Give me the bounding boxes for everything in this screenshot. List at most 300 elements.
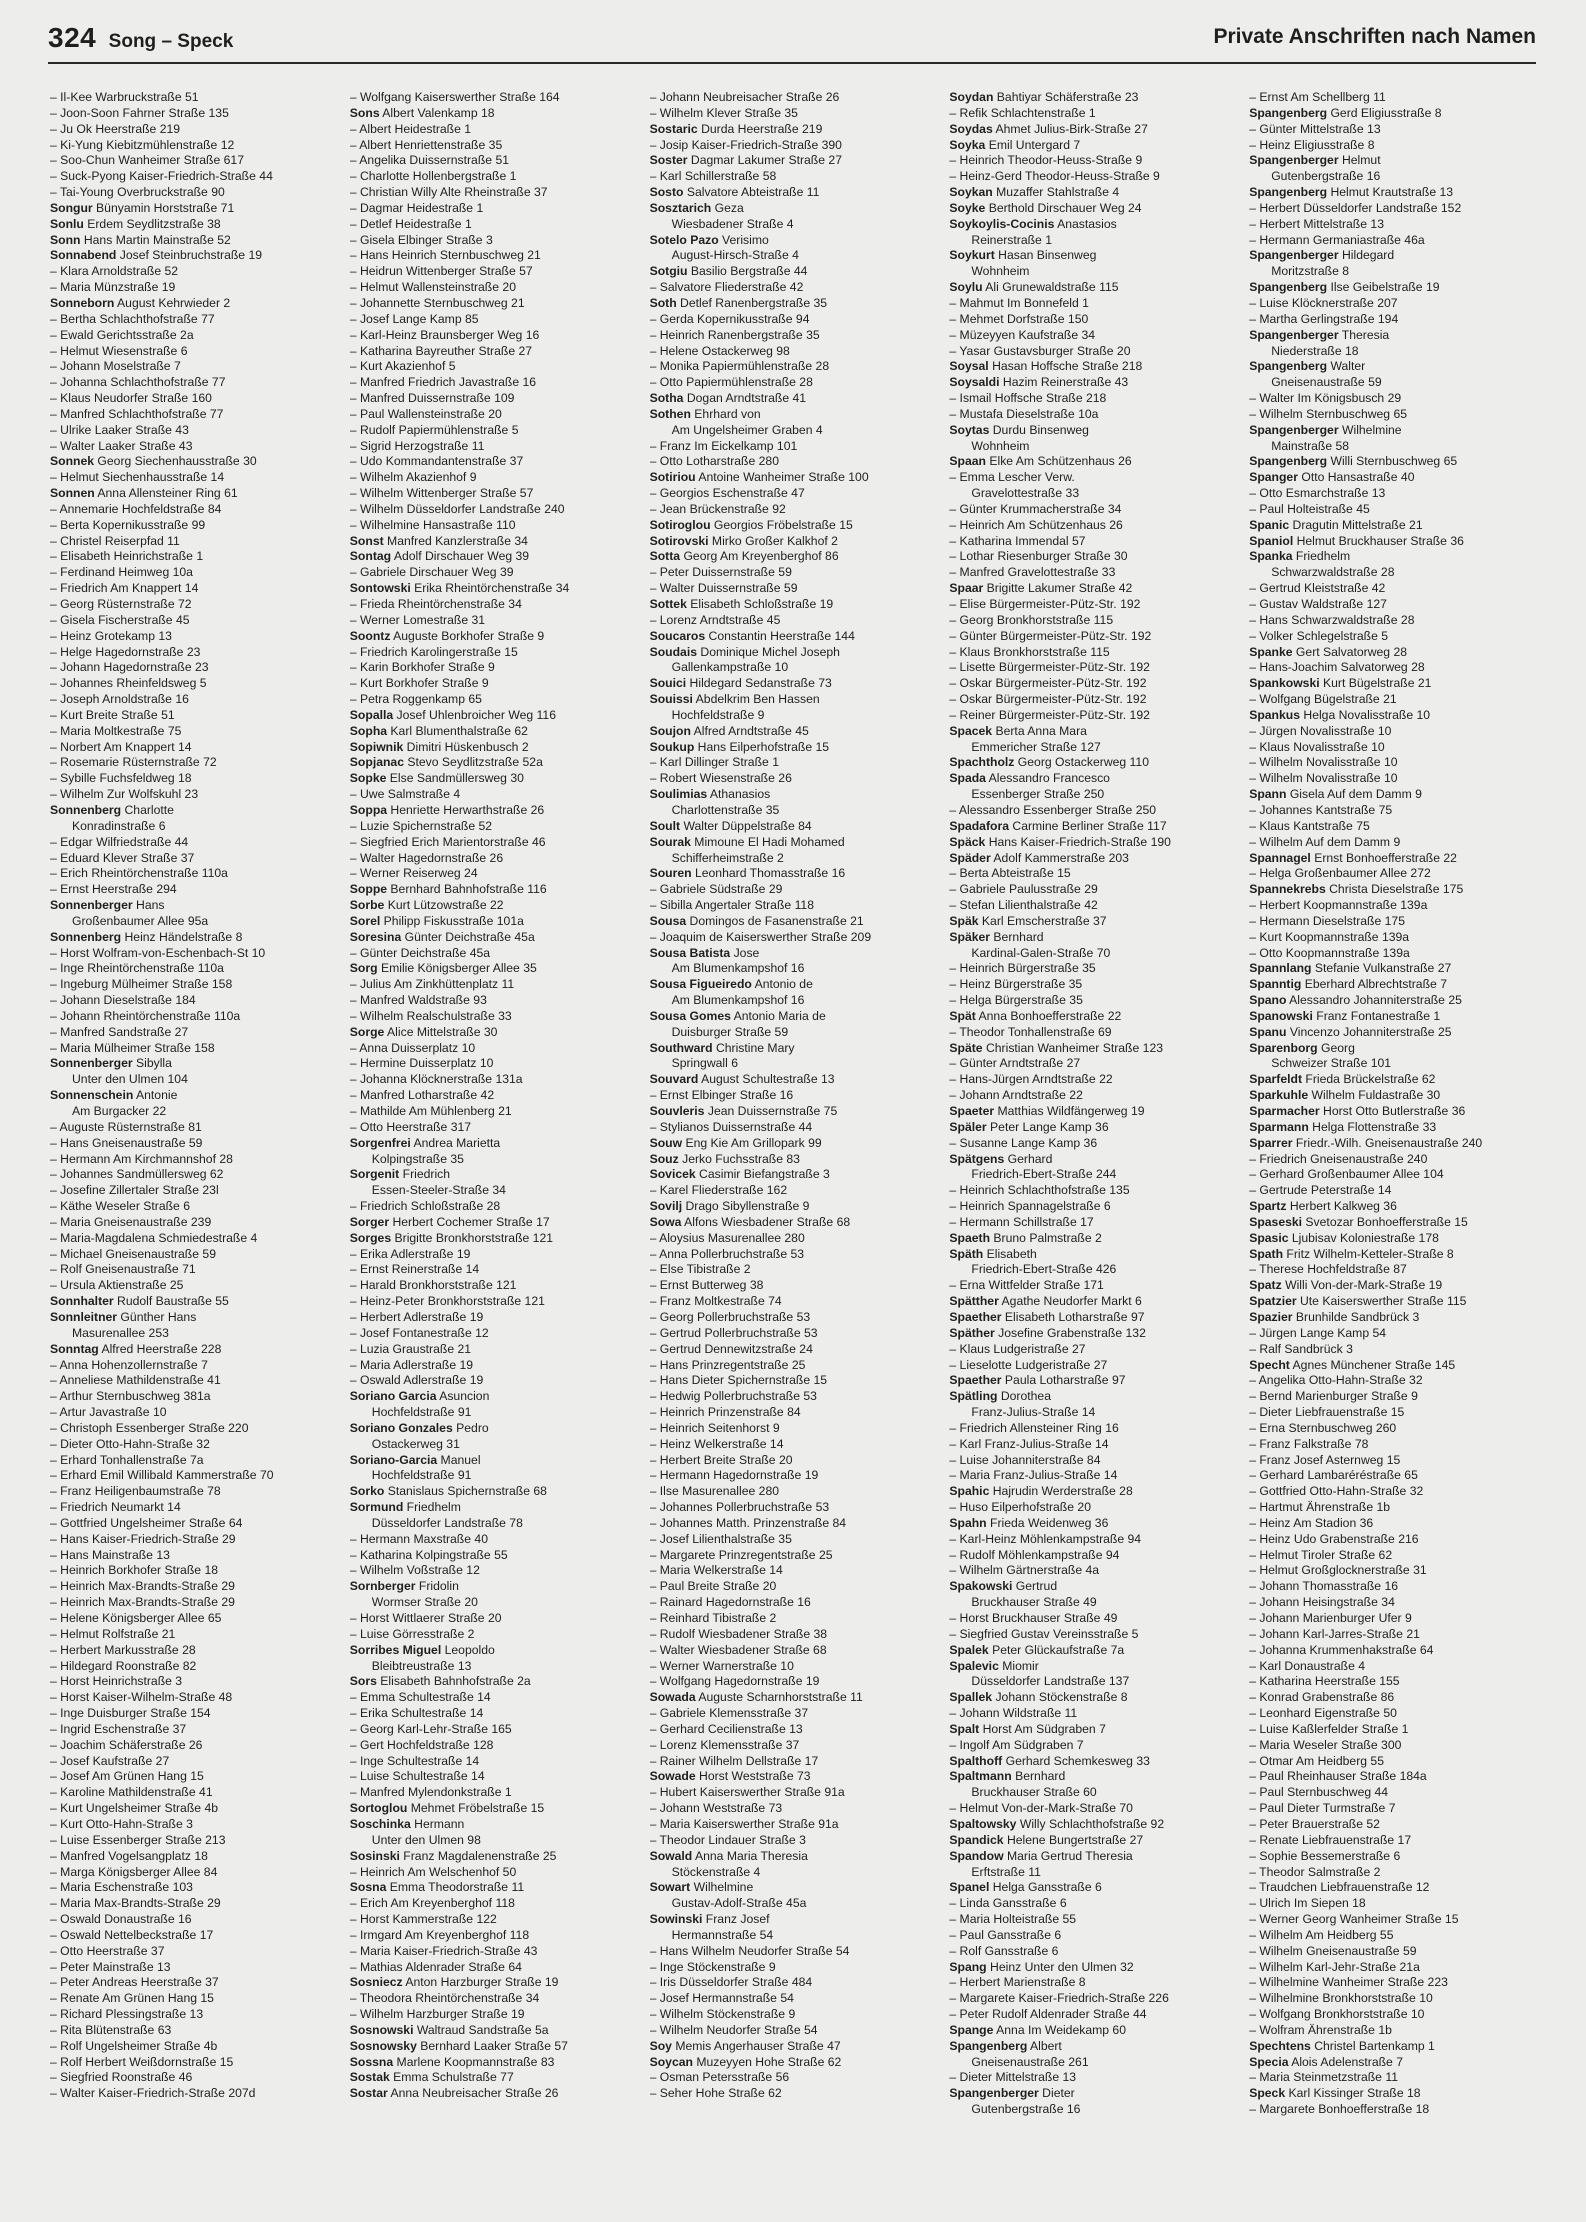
entry-details: – Rita Blütenstraße 63 xyxy=(50,2022,172,2037)
directory-entry xyxy=(50,1880,342,1896)
directory-entry xyxy=(350,993,642,1009)
directory-entry xyxy=(350,1738,642,1754)
directory-entry xyxy=(50,2023,342,2039)
directory-entry xyxy=(949,1706,1241,1722)
directory-entry xyxy=(1249,898,1541,914)
entry-surname: Sowada xyxy=(649,1690,696,1705)
directory-entry xyxy=(949,914,1241,930)
directory-entry xyxy=(350,502,642,518)
directory-entry xyxy=(949,2007,1241,2023)
directory-entry xyxy=(1249,328,1541,344)
directory-entry xyxy=(650,1928,942,1944)
directory-entry xyxy=(350,1025,642,1041)
entry-details: – Luise Görresstraße 2 xyxy=(349,1626,475,1641)
entry-details: – Friedrich Neumarkt 14 xyxy=(50,1500,181,1515)
directory-entry xyxy=(949,1088,1241,1104)
entry-details: Schweizer Straße 101 xyxy=(1271,1056,1392,1071)
entry-details: – Uwe Salmstraße 4 xyxy=(349,787,461,802)
directory-entry xyxy=(949,1738,1241,1754)
directory-entry xyxy=(1249,1389,1541,1405)
directory-entry xyxy=(350,1643,642,1659)
entry-details: – Friedrich Karolingerstraße 15 xyxy=(349,644,518,659)
entry-details: – Gertrud Pollerbruchstraße 53 xyxy=(649,1325,818,1340)
entry-surname: Spangenberger xyxy=(1249,153,1339,168)
directory-entry xyxy=(949,1769,1241,1785)
entry-details: Muzaffer Stahlstraße 4 xyxy=(992,185,1120,200)
entry-details: Casimir Biefangstraße 3 xyxy=(695,1167,830,1182)
entry-surname: Sparenborg xyxy=(1249,1040,1318,1055)
directory-entry xyxy=(949,1928,1241,1944)
directory-entry xyxy=(1249,1373,1541,1389)
entry-details: Gravelottestraße 33 xyxy=(971,486,1080,501)
entry-details: – Else Tibistraße 2 xyxy=(649,1262,751,1277)
entry-details: – Angelika Otto-Hahn-Straße 32 xyxy=(1249,1373,1423,1388)
directory-entry xyxy=(350,1833,642,1849)
entry-details: – Hans Prinzregentstraße 25 xyxy=(649,1357,806,1372)
directory-entry xyxy=(949,1579,1241,1595)
entry-details: – Susanne Lange Kamp 36 xyxy=(949,1135,1098,1150)
directory-entry xyxy=(949,1215,1241,1231)
entry-surname: Soytas xyxy=(949,422,990,437)
directory-entry xyxy=(350,755,642,771)
entry-details: Christine Mary xyxy=(712,1040,795,1055)
entry-details: Dieter xyxy=(1038,2086,1075,2101)
entry-details: – Maria Münzstraße 19 xyxy=(50,280,176,295)
entry-details: – Gerda Kopernikusstraße 94 xyxy=(649,311,810,326)
entry-surname: Spallek xyxy=(949,1690,993,1705)
directory-entry xyxy=(350,866,642,882)
entry-details: Kolpingstraße 35 xyxy=(371,1151,464,1166)
directory-entry xyxy=(50,1769,342,1785)
directory-column-3 xyxy=(650,90,942,2202)
entry-surname: Spath xyxy=(1249,1246,1284,1261)
entry-details: – Julius Am Zinkhüttenplatz 11 xyxy=(349,977,515,992)
directory-entry xyxy=(650,1056,942,1072)
directory-entry xyxy=(949,1041,1241,1057)
entry-details: – Siegfried Roonstraße 46 xyxy=(50,2070,193,2085)
entry-surname: Sousa xyxy=(649,913,687,928)
directory-entry xyxy=(350,1326,642,1342)
entry-details: – Sybille Fuchsfeldweg 18 xyxy=(50,771,192,786)
directory-entry xyxy=(650,470,942,486)
entry-details: – Mathilde Am Mühlenberg 21 xyxy=(349,1104,512,1118)
entry-surname: Sotgiu xyxy=(649,264,688,279)
entry-details: – Wilhelmine Hansastraße 110 xyxy=(349,517,516,532)
directory-entry xyxy=(350,1009,642,1025)
directory-entry xyxy=(1249,296,1541,312)
entry-surname: Spacek xyxy=(949,723,993,738)
entry-details: – Lorenz Arndtstraße 45 xyxy=(649,612,781,627)
directory-entry xyxy=(50,1215,342,1231)
directory-entry xyxy=(50,2070,342,2086)
directory-column-4 xyxy=(949,90,1241,2202)
directory-entry xyxy=(949,898,1241,914)
entry-details: Wohnheim xyxy=(971,264,1030,279)
directory-entry xyxy=(949,296,1241,312)
entry-details: Anna Allensteiner Ring 61 xyxy=(94,486,238,501)
entry-details: – Volker Schlegelstraße 5 xyxy=(1249,628,1389,643)
entry-details: – Johann Dieselstraße 184 xyxy=(50,993,196,1008)
directory-entry xyxy=(1249,676,1541,692)
entry-details: – Paul Dieter Turmstraße 7 xyxy=(1249,1801,1396,1816)
directory-entry xyxy=(350,882,642,898)
directory-entry xyxy=(650,1880,942,1896)
entry-details: – Gisela Elbinger Straße 3 xyxy=(349,232,493,247)
entry-surname: Sorg xyxy=(349,961,378,976)
entry-details: – Margarete Bonhoefferstraße 18 xyxy=(1249,2102,1430,2117)
entry-surname: Sorges xyxy=(349,1230,392,1245)
entry-details: – Wilhelm Neudorfer Straße 54 xyxy=(649,2022,818,2037)
entry-details: – Rosemarie Rüsternstraße 72 xyxy=(50,755,217,770)
directory-entry xyxy=(1249,1579,1541,1595)
entry-surname: Souissi xyxy=(649,692,693,707)
entry-details: – Margarete Kaiser-Friedrich-Straße 226 xyxy=(949,1991,1169,2006)
entry-surname: Spaeth xyxy=(949,1230,991,1245)
directory-entry xyxy=(350,1088,642,1104)
entry-details: Georg Siechenhausstraße 30 xyxy=(94,454,257,469)
entry-surname: Soysaldi xyxy=(949,375,1000,390)
entry-details: – Käthe Weseler Straße 6 xyxy=(50,1199,191,1214)
directory-entry xyxy=(650,755,942,771)
directory-entry xyxy=(350,803,642,819)
entry-details: – Hermann Maxstraße 40 xyxy=(349,1531,488,1546)
entry-details: – Mustafa Dieselstraße 10a xyxy=(949,406,1099,421)
directory-entry xyxy=(1249,1532,1541,1548)
entry-details: – Sophie Bessemerstraße 6 xyxy=(1249,1848,1401,1863)
entry-surname: Spaniol xyxy=(1249,533,1294,548)
entry-details: – Il-Kee Warbruckstraße 51 xyxy=(50,90,199,104)
entry-details: – Auguste Rüsternstraße 81 xyxy=(50,1119,202,1134)
entry-details: – Inge Rheintörchenstraße 110a xyxy=(50,961,224,976)
entry-details: – Otto Heerstraße 37 xyxy=(50,1943,165,1958)
directory-entry xyxy=(350,740,642,756)
directory-entry xyxy=(350,1389,642,1405)
directory-entry xyxy=(50,375,342,391)
entry-details: – Heinz Am Stadion 36 xyxy=(1249,1515,1374,1530)
entry-details: – Rainer Wilhelm Dellstraße 17 xyxy=(649,1753,819,1768)
entry-details: – Heinrich Spannagelstraße 6 xyxy=(949,1199,1111,1214)
entry-surname: Spada xyxy=(949,771,986,786)
entry-surname: Soppa xyxy=(349,802,388,817)
entry-details: – Karl Donaustraße 4 xyxy=(1249,1658,1366,1673)
entry-details: – Heinrich Borkhofer Straße 18 xyxy=(50,1563,218,1578)
entry-details: – Günter Deichstraße 45a xyxy=(349,945,491,960)
directory-entry xyxy=(650,2086,942,2102)
entry-details: – Seher Hohe Straße 62 xyxy=(649,2086,782,2101)
directory-entry xyxy=(949,946,1241,962)
directory-entry xyxy=(50,1278,342,1294)
entry-surname: Sothen xyxy=(649,406,691,421)
directory-entry xyxy=(350,660,642,676)
entry-details: – Harald Bronkhorststraße 121 xyxy=(349,1278,517,1293)
entry-details: Alfred Arndtstraße 45 xyxy=(690,723,809,738)
directory-entry xyxy=(1249,771,1541,787)
directory-entry xyxy=(350,819,642,835)
directory-entry xyxy=(50,1088,342,1104)
entry-details: – Rudolf Wiesbadener Straße 38 xyxy=(649,1626,828,1641)
entry-details: – Manfred Vogelsangplatz 18 xyxy=(50,1848,208,1863)
entry-surname: Spahn xyxy=(949,1515,987,1530)
entry-details: – Wilhelmine Wanheimer Straße 223 xyxy=(1249,1975,1448,1990)
entry-details: – Johann Weststraße 73 xyxy=(649,1801,783,1816)
directory-entry xyxy=(1249,914,1541,930)
entry-details: – Johann Karl-Jarres-Straße 21 xyxy=(1249,1626,1420,1641)
entry-details: – Günter Krummacherstraße 34 xyxy=(949,501,1122,516)
directory-entry xyxy=(949,1437,1241,1453)
directory-entry xyxy=(1249,1421,1541,1437)
directory-entry xyxy=(50,692,342,708)
entry-details: – Norbert Am Knappert 14 xyxy=(50,739,192,754)
directory-entry xyxy=(650,2070,942,2086)
entry-details: Ali Grunewaldstraße 115 xyxy=(982,280,1119,295)
entry-surname: Sotirovski xyxy=(649,533,709,548)
entry-details: – Helga Großenbaumer Allee 272 xyxy=(1249,866,1431,881)
directory-entry xyxy=(650,1152,942,1168)
directory-entry xyxy=(650,740,942,756)
entry-details: Anna Im Weidekamp 60 xyxy=(993,2022,1126,2037)
entry-details: – Lieselotte Ludgeristraße 27 xyxy=(949,1357,1108,1372)
entry-surname: Soriano Garcia xyxy=(349,1389,437,1404)
entry-details: – Helge Hagedornstraße 23 xyxy=(50,644,201,659)
directory-entry xyxy=(1249,977,1541,993)
directory-entry xyxy=(50,1247,342,1263)
entry-details: – Heinz Grotekamp 13 xyxy=(50,628,172,643)
directory-column-1 xyxy=(50,90,342,2202)
section-title: Private Anschriften nach Namen xyxy=(1213,25,1536,48)
directory-entry xyxy=(350,2086,642,2102)
directory-entry xyxy=(350,1532,642,1548)
entry-details: Agathe Neudorfer Markt 6 xyxy=(998,1294,1142,1309)
directory-entry xyxy=(50,1453,342,1469)
directory-entry xyxy=(1249,1849,1541,1865)
entry-surname: Southward xyxy=(649,1040,713,1055)
entry-surname: Sosinski xyxy=(349,1848,400,1863)
directory-entry xyxy=(350,1722,642,1738)
directory-entry xyxy=(50,1928,342,1944)
entry-surname: Spange xyxy=(949,2022,994,2037)
directory-entry xyxy=(1249,106,1541,122)
entry-details: – Heidrun Wittenberger Straße 57 xyxy=(349,264,533,279)
entry-details: Marlene Koopmannstraße 83 xyxy=(393,2054,555,2069)
entry-details: – Maria Eschenstraße 103 xyxy=(50,1880,193,1895)
directory-entry xyxy=(650,2039,942,2055)
directory-entry xyxy=(949,2039,1241,2055)
entry-details: – Maria Franz-Julius-Straße 14 xyxy=(949,1468,1118,1483)
directory-entry xyxy=(949,217,1241,233)
directory-entry xyxy=(50,264,342,280)
entry-details: Am Blumenkampshof 16 xyxy=(671,961,805,976)
entry-surname: Spangenberg xyxy=(1249,359,1328,374)
entry-details: Albert Valenkamp 18 xyxy=(379,105,495,120)
entry-details: – Klaus Ludgeristraße 27 xyxy=(949,1341,1086,1356)
directory-entry xyxy=(1249,660,1541,676)
entry-details: – Inge Schultestraße 14 xyxy=(349,1753,480,1768)
directory-entry xyxy=(949,138,1241,154)
directory-entry xyxy=(1249,359,1541,375)
entry-details: Dorothea xyxy=(997,1389,1051,1404)
entry-details: – Johann Rheintörchenstraße 110a xyxy=(50,1008,241,1023)
directory-entry xyxy=(50,201,342,217)
entry-surname: Sons xyxy=(349,105,380,120)
directory-entry xyxy=(949,1120,1241,1136)
directory-entry xyxy=(949,740,1241,756)
entry-surname: Spannagel xyxy=(1249,850,1311,865)
directory-entry xyxy=(350,138,642,154)
directory-entry xyxy=(1249,2023,1541,2039)
entry-details: – Katharina Immendal 57 xyxy=(949,533,1086,548)
entry-details: Stevo Seydlitzstraße 52a xyxy=(403,755,543,770)
entry-details: – Josip Kaiser-Friedrich-Straße 390 xyxy=(649,137,842,152)
entry-surname: Späther xyxy=(949,1325,995,1340)
entry-details: Bernhard xyxy=(990,929,1044,944)
entry-details: – Wilhelm Düsseldorfer Landstraße 240 xyxy=(349,501,565,516)
entry-details: Erdem Seydlitzstraße 38 xyxy=(83,216,221,231)
directory-entry xyxy=(1249,90,1541,106)
entry-surname: Spaether xyxy=(949,1373,1002,1388)
entry-details: Berta Anna Mara xyxy=(992,723,1087,738)
directory-entry xyxy=(50,581,342,597)
directory-entry xyxy=(350,454,642,470)
directory-entry xyxy=(949,930,1241,946)
directory-entry xyxy=(949,1516,1241,1532)
entry-details: Hans Kaiser-Friedrich-Straße 190 xyxy=(985,834,1171,849)
entry-details: Ahmet Julius-Birk-Straße 27 xyxy=(992,121,1148,136)
entry-details: – Franz Moltkestraße 74 xyxy=(649,1294,782,1309)
directory-entry xyxy=(1249,1199,1541,1215)
entry-details: – Robert Wiesenstraße 26 xyxy=(649,771,792,786)
entry-details: – Paul Wallensteinstraße 20 xyxy=(349,406,502,421)
directory-entry xyxy=(1249,1500,1541,1516)
directory-entry xyxy=(949,439,1241,455)
directory-entry xyxy=(949,1722,1241,1738)
directory-entry xyxy=(350,1659,642,1675)
entry-details: Vincenzo Johanniterstraße 25 xyxy=(1286,1024,1452,1039)
directory-entry xyxy=(1249,645,1541,661)
entry-details: Mirko Großer Kalkhof 2 xyxy=(708,533,838,548)
entry-surname: Spätgens xyxy=(949,1151,1005,1166)
entry-details: – Erika Schultestraße 14 xyxy=(349,1706,484,1721)
entry-details: – Ernst Reinerstraße 14 xyxy=(349,1262,480,1277)
entry-details: – Hermann Germaniastraße 46a xyxy=(1249,232,1425,247)
directory-entry xyxy=(650,1072,942,1088)
entry-details: Ostackerweg 31 xyxy=(371,1436,460,1451)
entry-details: – Oswald Adlerstraße 19 xyxy=(349,1373,484,1388)
directory-entry xyxy=(650,914,942,930)
directory-entry xyxy=(350,312,642,328)
entry-details: Horst Am Südgraben 7 xyxy=(979,1721,1106,1736)
entry-details: – Oswald Donaustraße 16 xyxy=(50,1912,192,1927)
directory-entry xyxy=(1249,1611,1541,1627)
directory-entry xyxy=(949,2086,1241,2102)
entry-details: – Gisela Fischerstraße 45 xyxy=(50,612,190,627)
directory-entry xyxy=(1249,1516,1541,1532)
entry-details: – Theodor Lindauer Straße 3 xyxy=(649,1832,806,1847)
entry-details: – Heinrich Max-Brandts-Straße 29 xyxy=(50,1595,235,1610)
entry-details: – Salvatore Fliederstraße 42 xyxy=(649,280,804,295)
entry-details: Herbert Kalkweg 36 xyxy=(1286,1199,1397,1214)
directory-entry xyxy=(50,1674,342,1690)
directory-entry xyxy=(650,1104,942,1120)
entry-details: – Herbert Koopmannstraße 139a xyxy=(1249,898,1428,913)
entry-details: – Dieter Otto-Hahn-Straße 32 xyxy=(50,1436,210,1451)
directory-entry xyxy=(1249,153,1541,169)
entry-details: Georgios Fröbelstraße 15 xyxy=(710,517,853,532)
entry-details: – Alessandro Essenberger Straße 250 xyxy=(949,802,1157,817)
entry-details: Düsseldorfer Landstraße 78 xyxy=(371,1515,523,1530)
directory-entry xyxy=(650,122,942,138)
directory-entry xyxy=(350,787,642,803)
entry-details: – Ferdinand Heimweg 10a xyxy=(50,565,193,580)
directory-entry xyxy=(350,692,642,708)
directory-entry xyxy=(50,835,342,851)
directory-entry xyxy=(350,1484,642,1500)
entry-surname: Spaan xyxy=(949,454,986,469)
entry-details: – Paul Sternbuschweg 44 xyxy=(1249,1785,1389,1800)
entry-surname: Sousa Figueiredo xyxy=(649,977,752,992)
entry-details: – Johann Wildstraße 11 xyxy=(949,1706,1078,1721)
directory-entry xyxy=(1249,201,1541,217)
entry-details: – Udo Kommandantenstraße 37 xyxy=(349,454,524,469)
directory-entry xyxy=(350,977,642,993)
directory-entry xyxy=(50,565,342,581)
directory-entry xyxy=(350,1785,642,1801)
directory-entry xyxy=(650,787,942,803)
entry-details: Moritzstraße 8 xyxy=(1271,264,1350,279)
entry-details: – Katharina Bayreuther Straße 27 xyxy=(349,343,533,358)
directory-entry xyxy=(50,1865,342,1881)
directory-entry xyxy=(949,755,1241,771)
directory-entry xyxy=(949,1389,1241,1405)
entry-surname: Spangenberger xyxy=(949,2086,1039,2101)
entry-surname: Soylu xyxy=(949,280,983,295)
directory-entry xyxy=(50,423,342,439)
directory-entry xyxy=(350,1468,642,1484)
entry-details: Salvatore Abteistraße 11 xyxy=(683,185,820,200)
directory-entry xyxy=(650,708,942,724)
entry-details: – Otto Koopmannstraße 139a xyxy=(1249,945,1410,960)
entry-details: Anna Maria Theresia xyxy=(692,1848,808,1863)
entry-details: Heinz Unter den Ulmen 32 xyxy=(986,1959,1134,1974)
directory-entry xyxy=(650,946,942,962)
entry-details: – Elise Bürgermeister-Pütz-Str. 192 xyxy=(949,597,1141,611)
entry-surname: Spangenberg xyxy=(949,2038,1028,2053)
entry-details: Georg xyxy=(1317,1040,1355,1055)
directory-entry xyxy=(650,248,942,264)
directory-entry xyxy=(50,1912,342,1928)
entry-details: – Heinrich Am Schützenhaus 26 xyxy=(949,517,1123,532)
entry-surname: Sonnen xyxy=(50,486,95,501)
entry-details: – Heinrich Bürgerstraße 35 xyxy=(949,961,1096,976)
entry-details: – Johann Heisingstraße 34 xyxy=(1249,1595,1395,1610)
directory-entry xyxy=(50,1025,342,1041)
directory-entry xyxy=(1249,1247,1541,1263)
directory-entry xyxy=(350,549,642,565)
entry-details: Mainstraße 58 xyxy=(1271,438,1350,453)
directory-entry xyxy=(650,1199,942,1215)
directory-entry xyxy=(50,1643,342,1659)
directory-entry xyxy=(650,645,942,661)
directory-entry xyxy=(1249,866,1541,882)
entry-details: – Paul Rheinhauser Straße 184a xyxy=(1249,1769,1427,1784)
entry-details: – Josef Lilienthalstraße 35 xyxy=(649,1531,792,1546)
entry-details: Bruckhauser Straße 60 xyxy=(971,1785,1097,1800)
entry-surname: Spaether xyxy=(949,1309,1002,1324)
directory-entry xyxy=(949,90,1241,106)
entry-details: Masurenallee 253 xyxy=(72,1325,169,1340)
entry-details: – Sibilla Angertaler Straße 118 xyxy=(649,898,814,913)
entry-details: – Hartmut Ährenstraße 1b xyxy=(1249,1500,1391,1515)
directory-entry xyxy=(50,328,342,344)
